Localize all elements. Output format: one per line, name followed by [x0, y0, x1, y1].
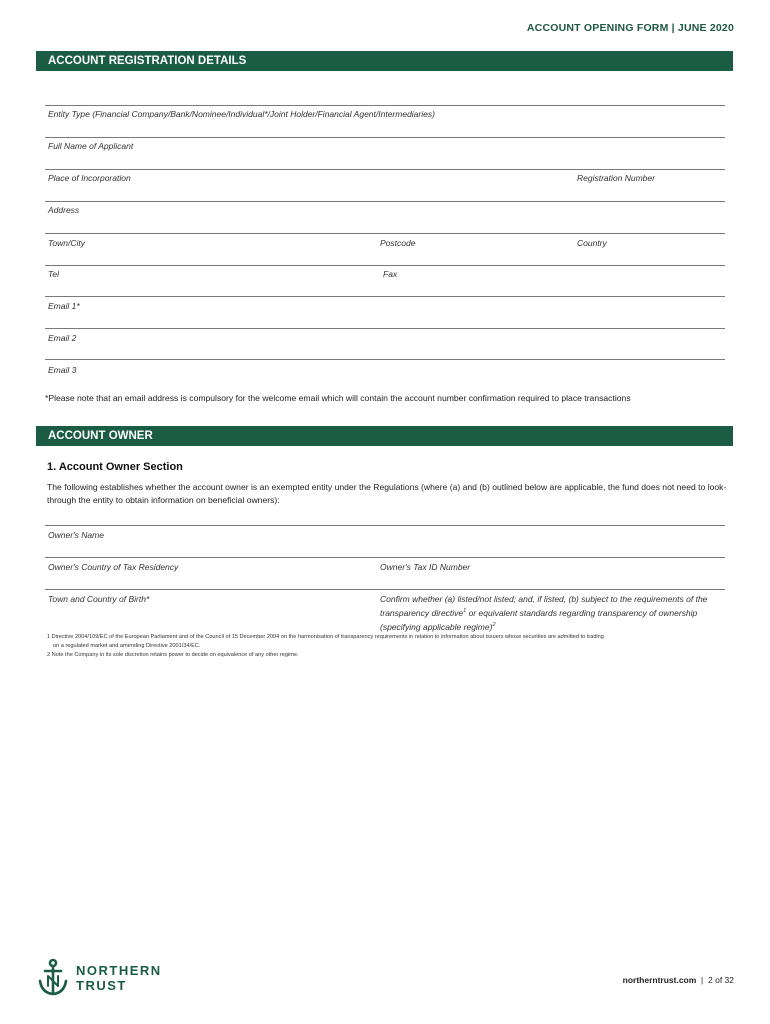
account-owner-subheading: 1. Account Owner Section — [47, 461, 183, 473]
field-line — [45, 328, 725, 329]
fax-label: Fax — [383, 269, 398, 279]
page-footer — [623, 975, 734, 985]
country-label: Country — [577, 238, 607, 248]
full-name-label: Full Name of Applicant — [48, 141, 134, 151]
field-line — [45, 296, 725, 297]
owner-country-tax-label: Owner's Country of Tax Residency — [48, 562, 179, 572]
tel-label: Tel — [48, 269, 60, 279]
place-of-incorporation-label: Place of Incorporation — [48, 173, 131, 183]
footnote-1-line2: on a regulated market and amending Directive 2001/34/EC. — [53, 643, 201, 649]
field-line — [45, 201, 725, 202]
registration-number-label: Registration Number — [577, 173, 655, 183]
logo-wordmark — [76, 963, 162, 993]
field-line — [45, 525, 725, 526]
address-label: Address — [48, 205, 80, 215]
anchor-icon — [36, 958, 70, 998]
exempt-entity-paragraph: The following establishes whether the account owner is an exempted entity under the Regulations (where (a) and (b) outlined below are applicable, the fund does not need to look-through the entity to obtain information on beneficial owners): — [47, 482, 727, 505]
section-header-owner: ACCOUNT OWNER — [36, 426, 733, 446]
form-title: ACCOUNT OPENING FORM | JUNE 2020 — [526, 22, 734, 34]
owner-name-label: Owner's Name — [48, 530, 104, 540]
logo-line-1: NORTHERN — [76, 963, 162, 978]
footnote-1-line1: 1 Directive 2004/109/EC of the European Parliament and of the Council of 15 December 2004 on the harmonisation of transparency requirements in relation to information about issuers whose securities are admitted to trading — [47, 634, 604, 640]
page-number: 2 of 32 — [708, 975, 734, 985]
field-line — [45, 589, 725, 590]
footnote-ref-2: 2 — [492, 621, 496, 628]
entity-type-label: Entity Type (Financial Company/Bank/Nominee/Individual*/Joint Holder/Financial Agent/Intermediaries) — [48, 109, 435, 119]
footer-separator: | — [701, 975, 704, 985]
email2-label: Email 2 — [48, 333, 77, 343]
postcode-label: Postcode — [380, 238, 416, 248]
footer-site-link[interactable]: northerntrust.com — [622, 975, 697, 985]
email1-label: Email 1* — [48, 301, 80, 311]
field-line — [45, 233, 725, 234]
field-line — [45, 105, 725, 106]
owner-tax-id-label: Owner's Tax ID Number — [380, 562, 471, 572]
section-header-registration: ACCOUNT REGISTRATION DETAILS — [36, 51, 733, 71]
listed-status-label — [380, 593, 725, 633]
northern-trust-logo — [36, 958, 206, 998]
email3-label: Email 3 — [48, 365, 77, 375]
town-city-label: Town/City — [48, 238, 86, 248]
email-note: *Please note that an email address is compulsory for the welcome email which will contain the account number confirmation required to place transactions — [45, 393, 631, 403]
field-line — [45, 137, 725, 138]
footnote-2: 2 Note the Company in its sole discretion retains power to decide on equivalence of any other regime. — [47, 652, 299, 658]
field-line — [45, 359, 725, 360]
logo-line-2: TRUST — [76, 978, 127, 993]
footnote-ref-1: 1 — [463, 608, 467, 614]
listed-status-text-2: or equivalent standards regarding transparency of ownership (specifying applicable regime) — [380, 607, 698, 632]
field-line — [45, 169, 725, 170]
field-line — [45, 265, 725, 266]
field-line — [45, 557, 725, 558]
listed-status-text-1: Confirm whether (a) listed/not listed; and, if listed, (b) subject to the requirements of the transparency directive — [380, 594, 708, 618]
town-country-birth-label: Town and Country of Birth* — [48, 594, 150, 604]
